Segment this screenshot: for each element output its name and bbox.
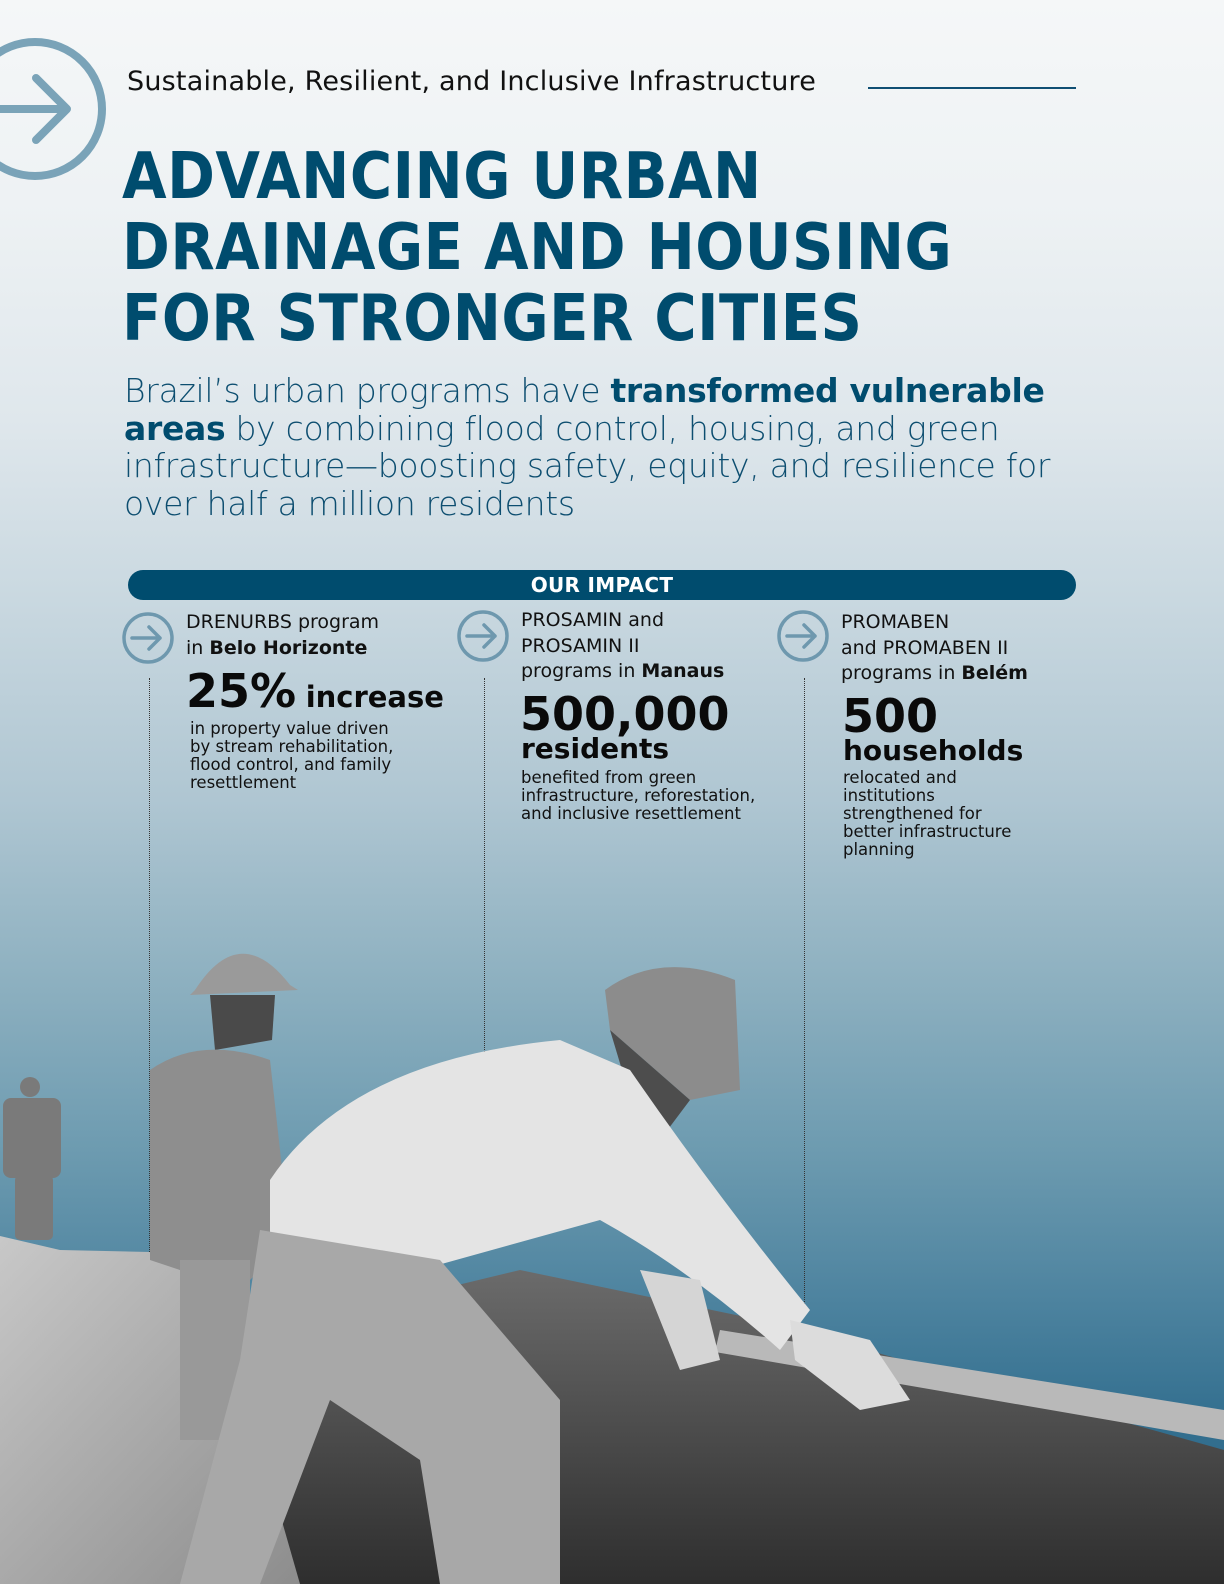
arrow-circle-icon	[0, 36, 108, 182]
arrow-circle-icon	[120, 612, 176, 668]
description-line: strengthened for	[843, 804, 982, 823]
program-line	[521, 659, 724, 685]
program-line: DRENURBS program	[186, 611, 380, 633]
stat-description	[843, 769, 1011, 859]
page-title	[122, 142, 1122, 355]
description-line: in property value driven	[190, 719, 389, 738]
description-line: flood control, and family	[190, 755, 392, 774]
program-name	[521, 608, 724, 685]
workers-photo	[0, 940, 1224, 1584]
description-line: resettlement	[190, 773, 297, 792]
stat-value: 25%	[186, 664, 297, 718]
kicker-divider	[868, 87, 1076, 89]
stat-unit: increase	[305, 680, 444, 714]
city-name: Belo Horizonte	[209, 636, 368, 659]
stat-unit: residents	[521, 732, 670, 765]
city-name: Manaus	[641, 660, 725, 682]
stat-unit: households	[843, 734, 1024, 767]
description-line: planning	[843, 840, 915, 859]
description-line: benefited from green	[521, 768, 697, 787]
lead-paragraph	[124, 372, 1104, 522]
stat-value: 500,000	[520, 687, 730, 741]
program-prefix: programs in	[521, 660, 642, 682]
program-line: PROSAMIN II	[521, 634, 640, 657]
program-line	[186, 636, 379, 662]
program-line: PROMABEN	[841, 611, 950, 633]
lead-text: Brazil’s urban programs have	[124, 371, 611, 410]
program-prefix: programs in	[841, 662, 962, 684]
program-name	[841, 610, 1028, 687]
lead-text: by combining flood control, housing, and green infrastructure—boosting safety, equity, and resilience for over half a million residents	[124, 408, 1051, 523]
description-line: by stream rehabilitation,	[190, 737, 394, 756]
title-line: FOR STRONGER CITIES	[122, 282, 863, 356]
stat-value: 500	[842, 689, 939, 743]
stat-figure	[186, 664, 444, 718]
arrow-circle-icon	[775, 610, 831, 666]
section-kicker: Sustainable, Resilient, and Inclusive Infrastructure	[127, 66, 817, 97]
arrow-circle-icon	[455, 610, 511, 666]
program-line	[841, 661, 1028, 687]
title-line: DRAINAGE AND HOUSING	[122, 211, 953, 285]
program-name	[186, 610, 379, 661]
lead-emphasis: transformed vulnerable areas	[124, 371, 1045, 448]
city-name: Belém	[961, 662, 1028, 684]
title-line: ADVANCING URBAN	[122, 140, 762, 214]
stat-description	[190, 720, 393, 792]
program-line: PROSAMIN and	[521, 609, 665, 631]
description-line: better infrastructure	[843, 822, 1012, 841]
stat-description	[521, 769, 755, 823]
program-prefix: in	[186, 636, 210, 659]
description-line: relocated and	[843, 768, 957, 787]
description-line: institutions	[843, 786, 935, 805]
description-line: and inclusive resettlement	[521, 804, 741, 823]
description-line: infrastructure, reforestation,	[521, 786, 756, 805]
program-line: and PROMABEN II	[841, 636, 1009, 659]
impact-banner: OUR IMPACT	[128, 570, 1076, 600]
